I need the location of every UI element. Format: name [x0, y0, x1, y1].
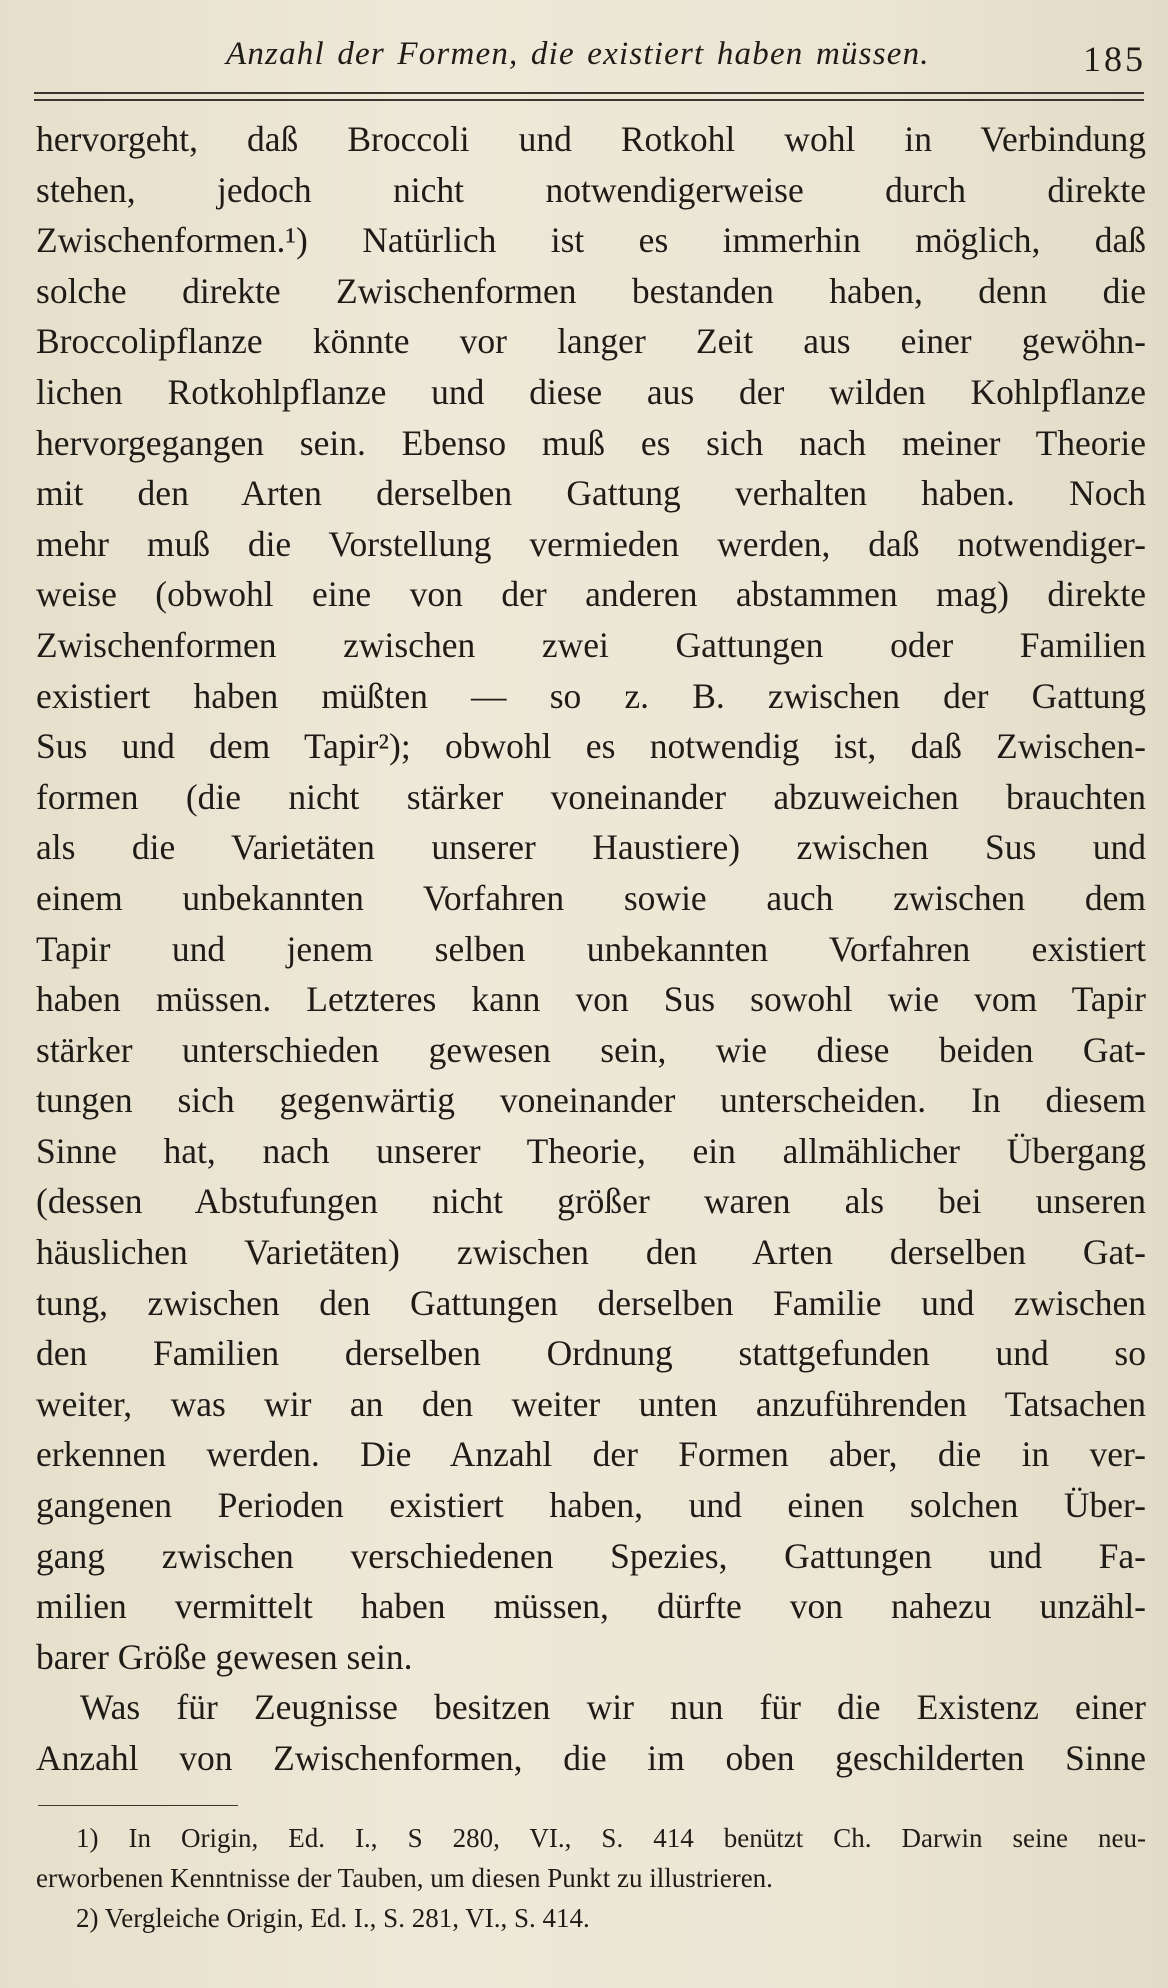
body-line: stärker unterschieden gewesen sein, wie diese beiden Gat-	[36, 1029, 1146, 1070]
header-rule-bottom	[34, 99, 1144, 101]
body-text	[36, 114, 1146, 1784]
body-line: weiter, was wir an den weiter unten anzuführenden Tatsachen	[36, 1383, 1146, 1424]
running-head-title: Anzahl der Formen, die existiert haben müssen.	[226, 36, 930, 72]
body-line: hervorgeht, daß Broccoli und Rotkohl wohl in Verbindung	[36, 119, 1146, 159]
body-line: Sinne hat, nach unserer Theorie, ein allmählicher Übergang	[36, 1130, 1146, 1171]
body-line: Zwischenformen.¹) Natürlich ist es immerhin möglich, daß	[36, 220, 1146, 261]
body-line: existiert haben müßten — so z. B. zwischen der Gattung	[36, 675, 1146, 716]
body-line: einem unbekannten Vorfahren sowie auch zwischen dem	[36, 877, 1146, 918]
body-line: tungen sich gegenwärtig voneinander unterscheiden. In diesem	[36, 1080, 1146, 1121]
body-line: hervorgegangen sein. Ebenso muß es sich nach meiner Theorie	[36, 422, 1146, 463]
body-line: mit den Arten derselben Gattung verhalten haben. Noch	[36, 473, 1146, 514]
running-head	[0, 36, 1168, 86]
body-line: gang zwischen verschiedenen Spezies, Gattungen und Fa-	[36, 1535, 1146, 1576]
footnote-line: 1) In Origin, Ed. I., S 280, VI., S. 414 benützt Ch. Darwin seine neu-	[76, 1823, 1146, 1853]
body-line: Broccolipflanze könnte vor langer Zeit aus einer gewöhn-	[36, 321, 1146, 362]
body-line: häuslichen Varietäten) zwischen den Arten derselben Gat-	[36, 1232, 1146, 1273]
footnote-line: 2) Vergleiche Origin, Ed. I., S. 281, VI., S. 414.	[76, 1903, 590, 1933]
body-line: solche direkte Zwischenformen bestanden haben, denn die	[36, 270, 1146, 311]
body-line: milien vermittelt haben müssen, dürfte von nahezu unzähl-	[36, 1586, 1146, 1627]
body-line: mehr muß die Vorstellung vermieden werden, daß notwendiger-	[36, 523, 1146, 564]
body-line: erkennen werden. Die Anzahl der Formen aber, die in ver-	[36, 1434, 1146, 1475]
header-rule-top	[34, 92, 1144, 94]
body-line: weise (obwohl eine von der anderen abstammen mag) direkte	[36, 574, 1146, 615]
body-line: Was für Zeugnisse besitzen wir nun für die Existenz einer	[80, 1687, 1146, 1728]
body-line: stehen, jedoch nicht notwendigerweise durch direkte	[36, 169, 1146, 210]
body-line: den Familien derselben Ordnung stattgefunden und so	[36, 1333, 1146, 1374]
body-line: (dessen Abstufungen nicht größer waren als bei unseren	[36, 1181, 1146, 1222]
body-line: Sus und dem Tapir²); obwohl es notwendig ist, daß Zwischen-	[36, 726, 1146, 767]
body-line: als die Varietäten unserer Haustiere) zwischen Sus und	[36, 827, 1146, 868]
body-line: Anzahl von Zwischenformen, die im oben geschilderten Sinne	[36, 1738, 1146, 1778]
body-line: gangenen Perioden existiert haben, und einen solchen Über-	[36, 1485, 1146, 1526]
footnote-rule	[38, 1805, 238, 1806]
body-line: tung, zwischen den Gattungen derselben Familie und zwischen	[36, 1282, 1146, 1323]
body-line: barer Größe gewesen sein.	[36, 1636, 413, 1677]
footnotes	[36, 1818, 1146, 1938]
body-line: lichen Rotkohlpflanze und diese aus der wilden Kohlpflanze	[36, 371, 1146, 412]
body-line: Zwischenformen zwischen zwei Gattungen oder Familien	[36, 624, 1146, 665]
footnote-line: erworbenen Kenntnisse der Tauben, um diesen Punkt zu illustrieren.	[36, 1863, 773, 1893]
body-line: haben müssen. Letzteres kann von Sus sowohl wie vom Tapir	[36, 979, 1146, 1020]
body-line: formen (die nicht stärker voneinander abzuweichen brauchten	[36, 776, 1146, 817]
body-line: Tapir und jenem selben unbekannten Vorfahren existiert	[36, 928, 1146, 969]
page-number: 185	[1083, 39, 1146, 79]
